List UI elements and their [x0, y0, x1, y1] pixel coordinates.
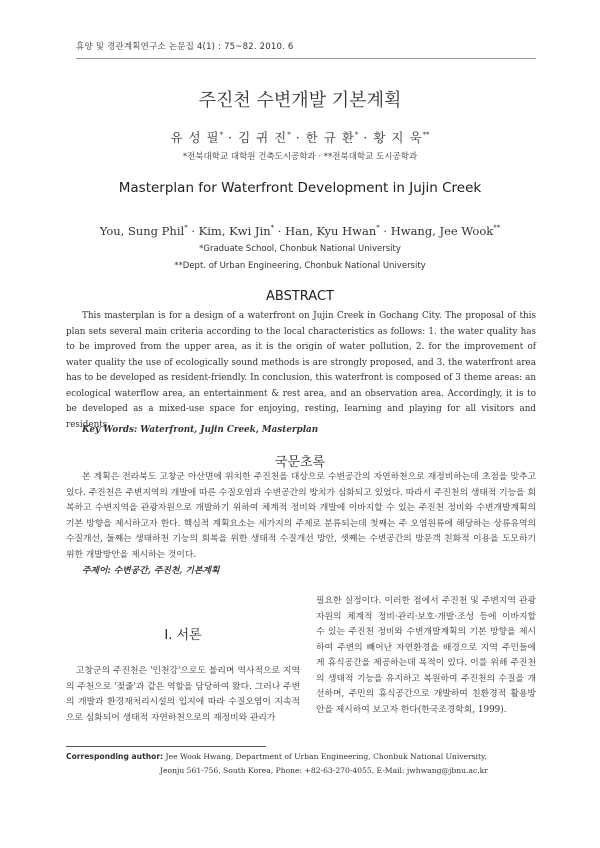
- footnote-line-2: Jeonju 561-756, South Korea, Phone: +82-63-270-4055, E-Mail: jwhwang@jbnu.ac.kr: [160, 766, 488, 775]
- korean-keywords: 주제어: 수변공간, 주진천, 기본계획: [82, 566, 220, 576]
- english-keywords: Key Words: Waterfront, Jujin Creek, Masterplan: [82, 425, 319, 435]
- body-column-right: 필요한 실정이다. 이러한 점에서 주진천 및 주변지역 관광자원의 체계적 정비·관리·보호·개발·조성 등에 이바지할 수 있는 주진천 정비와 수변개발계획의 기본 방향을 제시하여 주변의 빼어난 자연환경을 배경으로 지역 주민들에게 휴식공간을 제공하는데 목적이 있다. 이를 위해 주진천의 생태적 기능을 유지하고 복원하여 주진천의 수질을 개선하며, 주민의 휴식공간으로 개발하여 친환경적 활용방안을 제시하여 보고자 한다(한국조경학회, 1999).: [316, 596, 536, 715]
- affiliation-mark: *: [219, 130, 224, 139]
- journal-header: 휴양 및 경관계획연구소 논문집 4(1) : 75~82. 2010. 6: [76, 40, 536, 59]
- abstract-heading: ABSTRACT: [266, 289, 334, 304]
- author-name: 유 성 필: [170, 130, 220, 145]
- korean-title: 주진천 수변개발 기본계획: [198, 90, 402, 111]
- author-name: 한 규 환: [305, 130, 355, 145]
- author-name: 황 지 욱: [373, 130, 423, 145]
- korean-abstract-heading: 국문초록: [274, 455, 326, 470]
- affiliation-mark: **: [422, 130, 430, 139]
- author-name: You, Sung Phil: [99, 224, 185, 238]
- affiliation-mark: *: [270, 224, 275, 233]
- corresponding-author-footnote: [66, 750, 536, 778]
- footnote-line-1: Jee Wook Hwang, Department of Urban Engineering, Chonbuk National University,: [165, 752, 487, 761]
- author-separator: ·: [228, 130, 234, 145]
- author-separator: ·: [383, 224, 388, 238]
- english-title: Masterplan for Waterfront Development in Jujin Creek: [118, 180, 482, 196]
- affiliation-mark: *: [184, 224, 188, 233]
- affiliation-mark: *: [354, 130, 359, 139]
- affiliation-mark: *: [287, 130, 291, 139]
- affiliation-mark: **: [493, 224, 501, 233]
- author-separator: ·: [277, 224, 282, 238]
- footnote-divider: [66, 746, 266, 747]
- author-name: Hwang, Jee Wook: [390, 224, 494, 238]
- korean-abstract-body: 본 계획은 전라북도 고창군 아산면에 위치한 주진천을 대상으로 수변공간의 자연하천으로 재정비하는데 초점을 맞추고 있다. 주진천은 주변지역의 개발에 따른 수질오염과 수변공간의 방치가 심화되고 있었다. 따라서 주진천의 생태적 기능을 회복하고 수변지역을 관광자원으로 개발하기 위하여 체계적 정비와 개발에 이바지할 수 있는 주진천 정비와 수변개발계획의 기본 방향을 제시하고자 한다. 핵심적 계획요소는 세가지의 주제로 분류되는데 첫째는 주 오염원류에 해당하는 상류유역의 수질개선, 둘째는 생태하천 기능의 회복을 위한 생태적 수질개선 방안, 셋째는 수변공간의 방문객 친화적 이용을 도모하기 위한 개발방안을 제시하는 것이다.: [66, 472, 536, 560]
- footnote-label: Corresponding author:: [66, 752, 164, 761]
- abstract-body: This masterplan is for a design of a waterfront on Jujin Creek in Gochang City. The proposal of this plan sets several main criteria according to the local characteristics as follows: 1. the water quality has to be improved from the upper area, as it is the origin of water pollution, 2. for the improvement of water quality the use of ecologically sound methods is are strongly proposed, and 3. the waterfront area has to be developed as resident-friendly. In conclusion, this waterfront is composed of 3 theme areas: an ecological waterflow area, an entertainment & rest area, and an observation area. Accordingly, it is to be developed as a mixed-use space for enjoying, resting, learning and playing for all visitors and residents.: [66, 311, 536, 430]
- english-authors: [0, 224, 600, 238]
- author-separator: ·: [363, 130, 369, 145]
- korean-authors: [0, 128, 600, 146]
- author-name: Han, Kyu Hwan: [285, 224, 377, 238]
- english-affiliation-2: **Dept. of Urban Engineering, Chonbuk National University: [174, 261, 426, 271]
- section-heading: Ⅰ. 서론: [164, 628, 202, 643]
- author-separator: ·: [191, 224, 195, 238]
- body-column-left: 고창군의 주진천은 '인천강'으로도 불리며 역사적으로 지역의 주천으로 '젖줄'과 같은 역할을 담당하여 왔다. 그러나 주변의 개발과 환경재처리시설의 입지에 따라 수질오염이 지속적으로 심화되어 생태적 자연하천으로의 재정비와 관리가: [66, 666, 300, 723]
- author-separator: ·: [295, 130, 301, 145]
- korean-affiliation: *전북대학교 대학원 건축도시공학과 · **전북대학교 도시공학과: [182, 152, 418, 162]
- english-affiliation-1: *Graduate School, Chonbuk National University: [199, 244, 401, 254]
- author-name: Kim, Kwi Jin: [198, 224, 271, 238]
- affiliation-mark: *: [376, 224, 380, 233]
- author-name: 김 귀 진: [238, 130, 288, 145]
